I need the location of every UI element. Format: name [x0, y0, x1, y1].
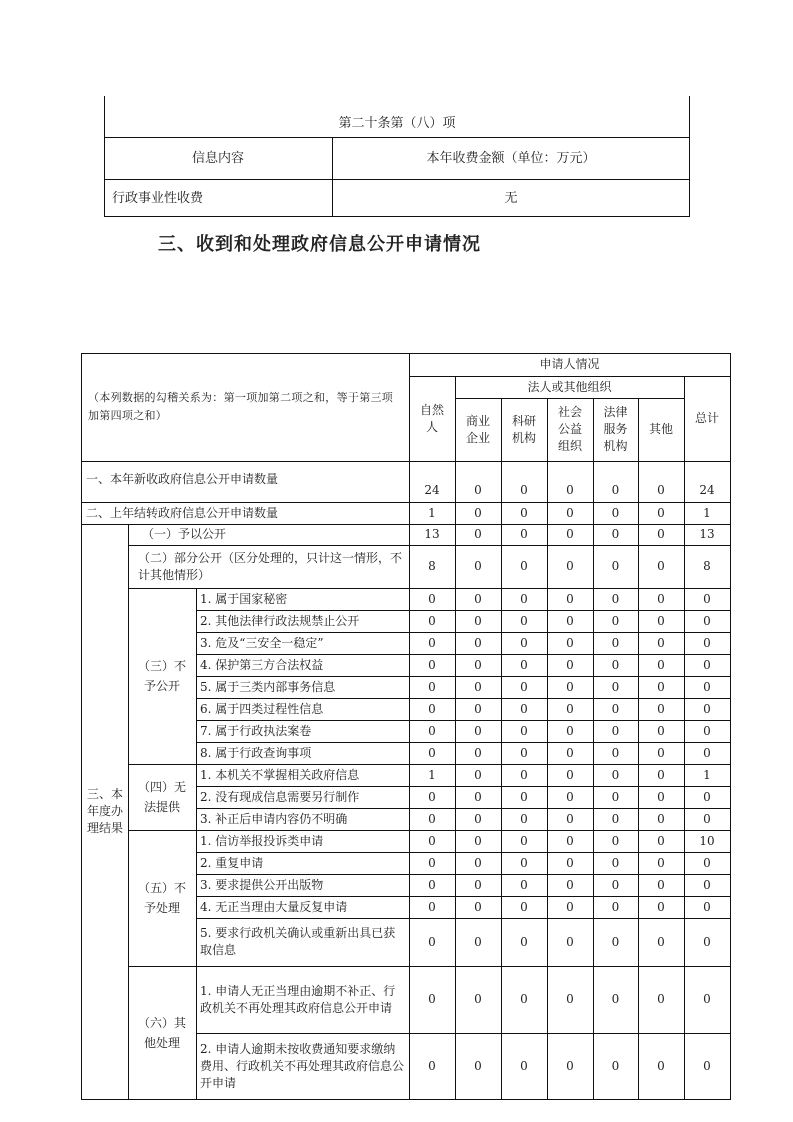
no-process-row-label: 3. 要求提供公开出版物: [200, 877, 324, 892]
no-process-row-value: 0: [703, 934, 711, 949]
row-open-value: 0: [611, 527, 620, 541]
no-process-row-value: 0: [611, 833, 620, 848]
row-open-value: 0: [657, 527, 665, 541]
not-open-row-value: 0: [611, 723, 620, 738]
no-process-row-value: 0: [474, 877, 482, 892]
other-row-value: 0: [611, 1058, 620, 1073]
row-carried-over-value: 1: [703, 505, 711, 520]
row-open-value: 13: [424, 527, 440, 541]
not-open-row-value: 0: [611, 679, 620, 694]
no-process-row-value: 0: [474, 855, 482, 870]
no-process-row-value: 0: [566, 934, 574, 949]
header-commercial: 商业企业: [465, 413, 490, 445]
unable-row-value: 0: [703, 811, 711, 826]
unable-row-value: 0: [474, 767, 482, 782]
no-process-row-value: 0: [428, 833, 436, 848]
row-open-value: 13: [699, 527, 715, 541]
header-other: 其他: [648, 422, 673, 436]
section-heading: 三、收到和处理政府信息公开申请情况: [158, 234, 481, 255]
unable-row-value: 0: [566, 767, 574, 782]
not-open-row-value: 0: [657, 591, 665, 606]
not-open-row-value: 0: [703, 657, 711, 672]
not-open-row-value: 0: [611, 657, 620, 672]
unable-row-value: 1: [428, 767, 436, 782]
not-open-row-value: 0: [428, 657, 436, 672]
header-total: 总计: [694, 411, 719, 425]
no-process-row-value: 0: [428, 934, 436, 949]
fee-row-value: 无: [504, 190, 518, 206]
not-open-row-value: 0: [703, 679, 711, 694]
no-process-row-label: 2. 重复申请: [200, 855, 264, 870]
no-process-row-value: 0: [520, 899, 528, 914]
row-partial-value: 0: [657, 559, 665, 573]
not-open-row-value: 0: [703, 701, 711, 716]
row-new-requests-value: 0: [474, 483, 482, 497]
not-open-row-value: 0: [428, 635, 436, 650]
not-open-row-value: 0: [428, 745, 436, 760]
no-process-row-value: 0: [566, 899, 574, 914]
not-open-row-value: 0: [611, 745, 620, 760]
unable-row-value: 0: [428, 811, 436, 826]
no-process-row-value: 0: [520, 833, 528, 848]
row-new-requests-label: 一、本年新收政府信息公开申请数量: [86, 472, 279, 486]
row-carried-over-value: 0: [520, 505, 528, 520]
other-row-value: 0: [566, 992, 574, 1006]
other-row-value: 0: [474, 992, 482, 1006]
other-row-value: 0: [566, 1058, 574, 1073]
not-open-row-value: 0: [474, 657, 482, 672]
row-new-requests-value: 0: [566, 483, 574, 497]
unable-row-value: 1: [703, 767, 711, 782]
other-row-value: 0: [657, 992, 665, 1006]
unable-row-value: 0: [520, 811, 528, 826]
not-open-row-value: 0: [428, 679, 436, 694]
no-process-row-value: 0: [566, 855, 574, 870]
not-open-row-label: 2. 其他法律行政法规禁止公开: [200, 613, 360, 628]
row-new-requests-value: 24: [424, 483, 440, 497]
unable-row-label: 3. 补正后申请内容仍不明确: [200, 811, 348, 826]
fee-col-amount-header: 本年收费金额（单位：万元）: [426, 151, 596, 166]
not-open-row-value: 0: [611, 613, 620, 628]
not-open-row-value: 0: [657, 613, 665, 628]
unable-row-value: 0: [611, 767, 620, 782]
row-partial-value: 0: [566, 559, 574, 573]
applicant-header: 申请人情况: [539, 357, 600, 371]
no-process-row-value: 0: [474, 899, 482, 914]
other-row-value: 0: [611, 992, 620, 1006]
not-open-row-value: 0: [520, 701, 528, 716]
not-open-row-value: 0: [657, 657, 665, 672]
no-process-row-value: 0: [520, 855, 528, 870]
row-carried-over-value: 1: [428, 505, 436, 520]
not-open-row-value: 0: [566, 635, 574, 650]
row-carried-over-value: 0: [474, 505, 482, 520]
header-legal-service: 法律服务机构: [603, 405, 628, 453]
not-open-row-value: 0: [657, 679, 665, 694]
other-row-value: 0: [428, 992, 436, 1006]
row-new-requests-value: 24: [699, 483, 715, 497]
row-new-requests-value: 0: [520, 483, 528, 497]
unable-row-value: 0: [611, 811, 620, 826]
unable-row-value: 0: [566, 811, 574, 826]
not-open-row-value: 0: [520, 723, 528, 738]
not-open-row-value: 0: [566, 701, 574, 716]
not-open-row-value: 0: [566, 613, 574, 628]
other-row-value: 0: [703, 1058, 711, 1073]
not-open-row-value: 0: [520, 613, 528, 628]
row-new-requests-value: 0: [657, 483, 665, 497]
row-open-value: 0: [566, 527, 574, 541]
row-open-value: 0: [474, 527, 482, 541]
not-open-row-value: 0: [611, 701, 620, 716]
unable-row-label: 1. 本机关不掌握相关政府信息: [200, 767, 360, 782]
not-open-row-label: 4. 保护第三方合法权益: [200, 657, 324, 672]
other-row-value: 0: [657, 1058, 665, 1073]
not-open-row-value: 0: [566, 745, 574, 760]
fee-table-title: 第二十条第（八）项: [338, 116, 456, 131]
not-open-row-value: 0: [657, 701, 665, 716]
unable-row-value: 0: [657, 767, 665, 782]
unable-row-value: 0: [520, 767, 528, 782]
not-open-row-value: 0: [428, 723, 436, 738]
fee-row-label: 行政事业性收费: [112, 190, 204, 206]
no-process-row-value: 0: [611, 899, 620, 914]
row-open-value: 0: [520, 527, 528, 541]
unable-row-value: 0: [474, 789, 482, 804]
fee-col-info-header: 信息内容: [191, 151, 244, 166]
not-open-row-value: 0: [520, 635, 528, 650]
no-process-row-value: 0: [703, 877, 711, 892]
unable-row-value: 0: [703, 789, 711, 804]
other-row-label: 1. 申请人无正当理由逾期不补正、行政机关不再处理其政府信息公开申请: [200, 983, 396, 1015]
row-partial-value: 8: [428, 559, 436, 573]
results-group-label: 三、本年度办理结果: [86, 787, 123, 835]
header-social: 社会公益组织: [557, 405, 582, 453]
not-open-row-value: 0: [611, 591, 620, 606]
not-open-row-label: 3. 危及“三安全一稳定”: [200, 635, 324, 650]
no-process-row-label: 1. 信访举报投诉类申请: [200, 833, 324, 848]
not-open-row-value: 0: [520, 679, 528, 694]
not-open-row-value: 0: [611, 635, 620, 650]
not-open-row-value: 0: [474, 591, 482, 606]
no-process-row-label: 5. 要求行政机关确认或重新出具已获取信息: [200, 926, 396, 957]
not-open-row-value: 0: [657, 635, 665, 650]
unable-row-value: 0: [657, 789, 665, 804]
no-process-row-value: 0: [657, 877, 665, 892]
no-process-row-value: 0: [474, 833, 482, 848]
not-open-row-value: 0: [703, 723, 711, 738]
other-row-value: 0: [474, 1058, 482, 1073]
row-partial-value: 0: [520, 559, 528, 573]
other-row-value: 0: [520, 992, 528, 1006]
not-open-row-value: 0: [703, 635, 711, 650]
no-process-row-value: 0: [428, 855, 436, 870]
row-carried-over-value: 0: [657, 505, 665, 520]
row-carried-over-value: 0: [566, 505, 574, 520]
not-open-row-label: 1. 属于国家秘密: [200, 591, 288, 606]
not-open-row-value: 0: [428, 613, 436, 628]
not-open-row-value: 0: [566, 679, 574, 694]
not-open-row-value: 0: [474, 723, 482, 738]
no-process-row-value: 0: [566, 877, 574, 892]
not-open-row-value: 0: [474, 701, 482, 716]
unable-group-label: （四）无法提供: [137, 780, 186, 814]
unable-row-value: 0: [566, 789, 574, 804]
no-process-row-value: 0: [657, 833, 665, 848]
no-process-row-value: 0: [474, 934, 482, 949]
not-open-row-label: 8. 属于行政查询事项: [200, 745, 312, 760]
no-process-row-value: 0: [566, 833, 574, 848]
not-open-row-value: 0: [703, 613, 711, 628]
no-process-row-value: 10: [699, 833, 715, 848]
not-open-row-value: 0: [474, 613, 482, 628]
not-open-row-label: 5. 属于三类内部事务信息: [200, 679, 336, 694]
other-row-label: 2. 申请人逾期未按收费通知要求缴纳费用、行政机关不再处理其政府信息公开申请: [200, 1041, 405, 1090]
unable-row-value: 0: [657, 811, 665, 826]
not-open-row-value: 0: [474, 679, 482, 694]
row-partial-value: 0: [611, 559, 620, 573]
unable-row-value: 0: [520, 789, 528, 804]
not-open-row-value: 0: [428, 591, 436, 606]
not-open-row-label: 7. 属于行政执法案卷: [200, 723, 312, 738]
no-process-row-value: 0: [657, 855, 665, 870]
not-open-row-value: 0: [520, 591, 528, 606]
row-open-label: （一）予以公开: [142, 527, 227, 541]
not-open-row-value: 0: [566, 723, 574, 738]
header-research: 科研机构: [511, 413, 536, 445]
no-process-row-value: 0: [611, 877, 620, 892]
not-open-group-label: （三）不予公开: [137, 659, 186, 693]
no-process-row-value: 0: [428, 877, 436, 892]
not-open-row-label: 6. 属于四类过程性信息: [200, 701, 324, 716]
other-row-value: 0: [520, 1058, 528, 1073]
not-open-row-value: 0: [474, 635, 482, 650]
row-partial-value: 0: [474, 559, 482, 573]
other-group-label: （六）其他处理: [137, 1015, 186, 1050]
row-new-requests-value: 0: [611, 483, 620, 497]
no-process-row-value: 0: [428, 899, 436, 914]
row-carried-over-value: 0: [611, 505, 620, 520]
unable-row-value: 0: [474, 811, 482, 826]
no-process-row-value: 0: [611, 855, 620, 870]
not-open-row-value: 0: [703, 745, 711, 760]
legal-group-header: 法人或其他组织: [527, 379, 612, 394]
not-open-row-value: 0: [566, 657, 574, 672]
not-open-row-value: 0: [703, 591, 711, 606]
not-open-row-value: 0: [428, 701, 436, 716]
other-row-value: 0: [428, 1058, 436, 1073]
no-process-row-value: 0: [703, 899, 711, 914]
no-process-row-value: 0: [520, 934, 528, 949]
row-partial-label: （二）部分公开（区分处理的，只计这一情形，不计其他情形）: [138, 550, 403, 582]
other-row-value: 0: [703, 992, 711, 1006]
row-carried-over-label: 二、上年结转政府信息公开申请数量: [86, 505, 279, 520]
not-open-row-value: 0: [520, 745, 528, 760]
not-open-row-value: 0: [474, 745, 482, 760]
row-partial-value: 8: [703, 559, 711, 573]
no-process-row-label: 4. 无正当理由大量反复申请: [200, 899, 348, 914]
header-natural-person: 自然人: [420, 402, 445, 434]
unable-row-value: 0: [428, 789, 436, 804]
no-process-row-value: 0: [611, 934, 620, 949]
not-open-row-value: 0: [657, 723, 665, 738]
no-process-row-value: 0: [657, 899, 665, 914]
no-process-row-value: 0: [520, 877, 528, 892]
no-process-group-label: （五）不予处理: [137, 881, 186, 915]
not-open-row-value: 0: [520, 657, 528, 672]
not-open-row-value: 0: [657, 745, 665, 760]
table-note: （本列数据的勾稽关系为：第一项加第二项之和，等于第三项加第四项之和）: [88, 391, 394, 422]
no-process-row-value: 0: [657, 934, 665, 949]
unable-row-label: 2. 没有现成信息需要另行制作: [200, 789, 360, 804]
no-process-row-value: 0: [703, 855, 711, 870]
unable-row-value: 0: [611, 789, 620, 804]
not-open-row-value: 0: [566, 591, 574, 606]
